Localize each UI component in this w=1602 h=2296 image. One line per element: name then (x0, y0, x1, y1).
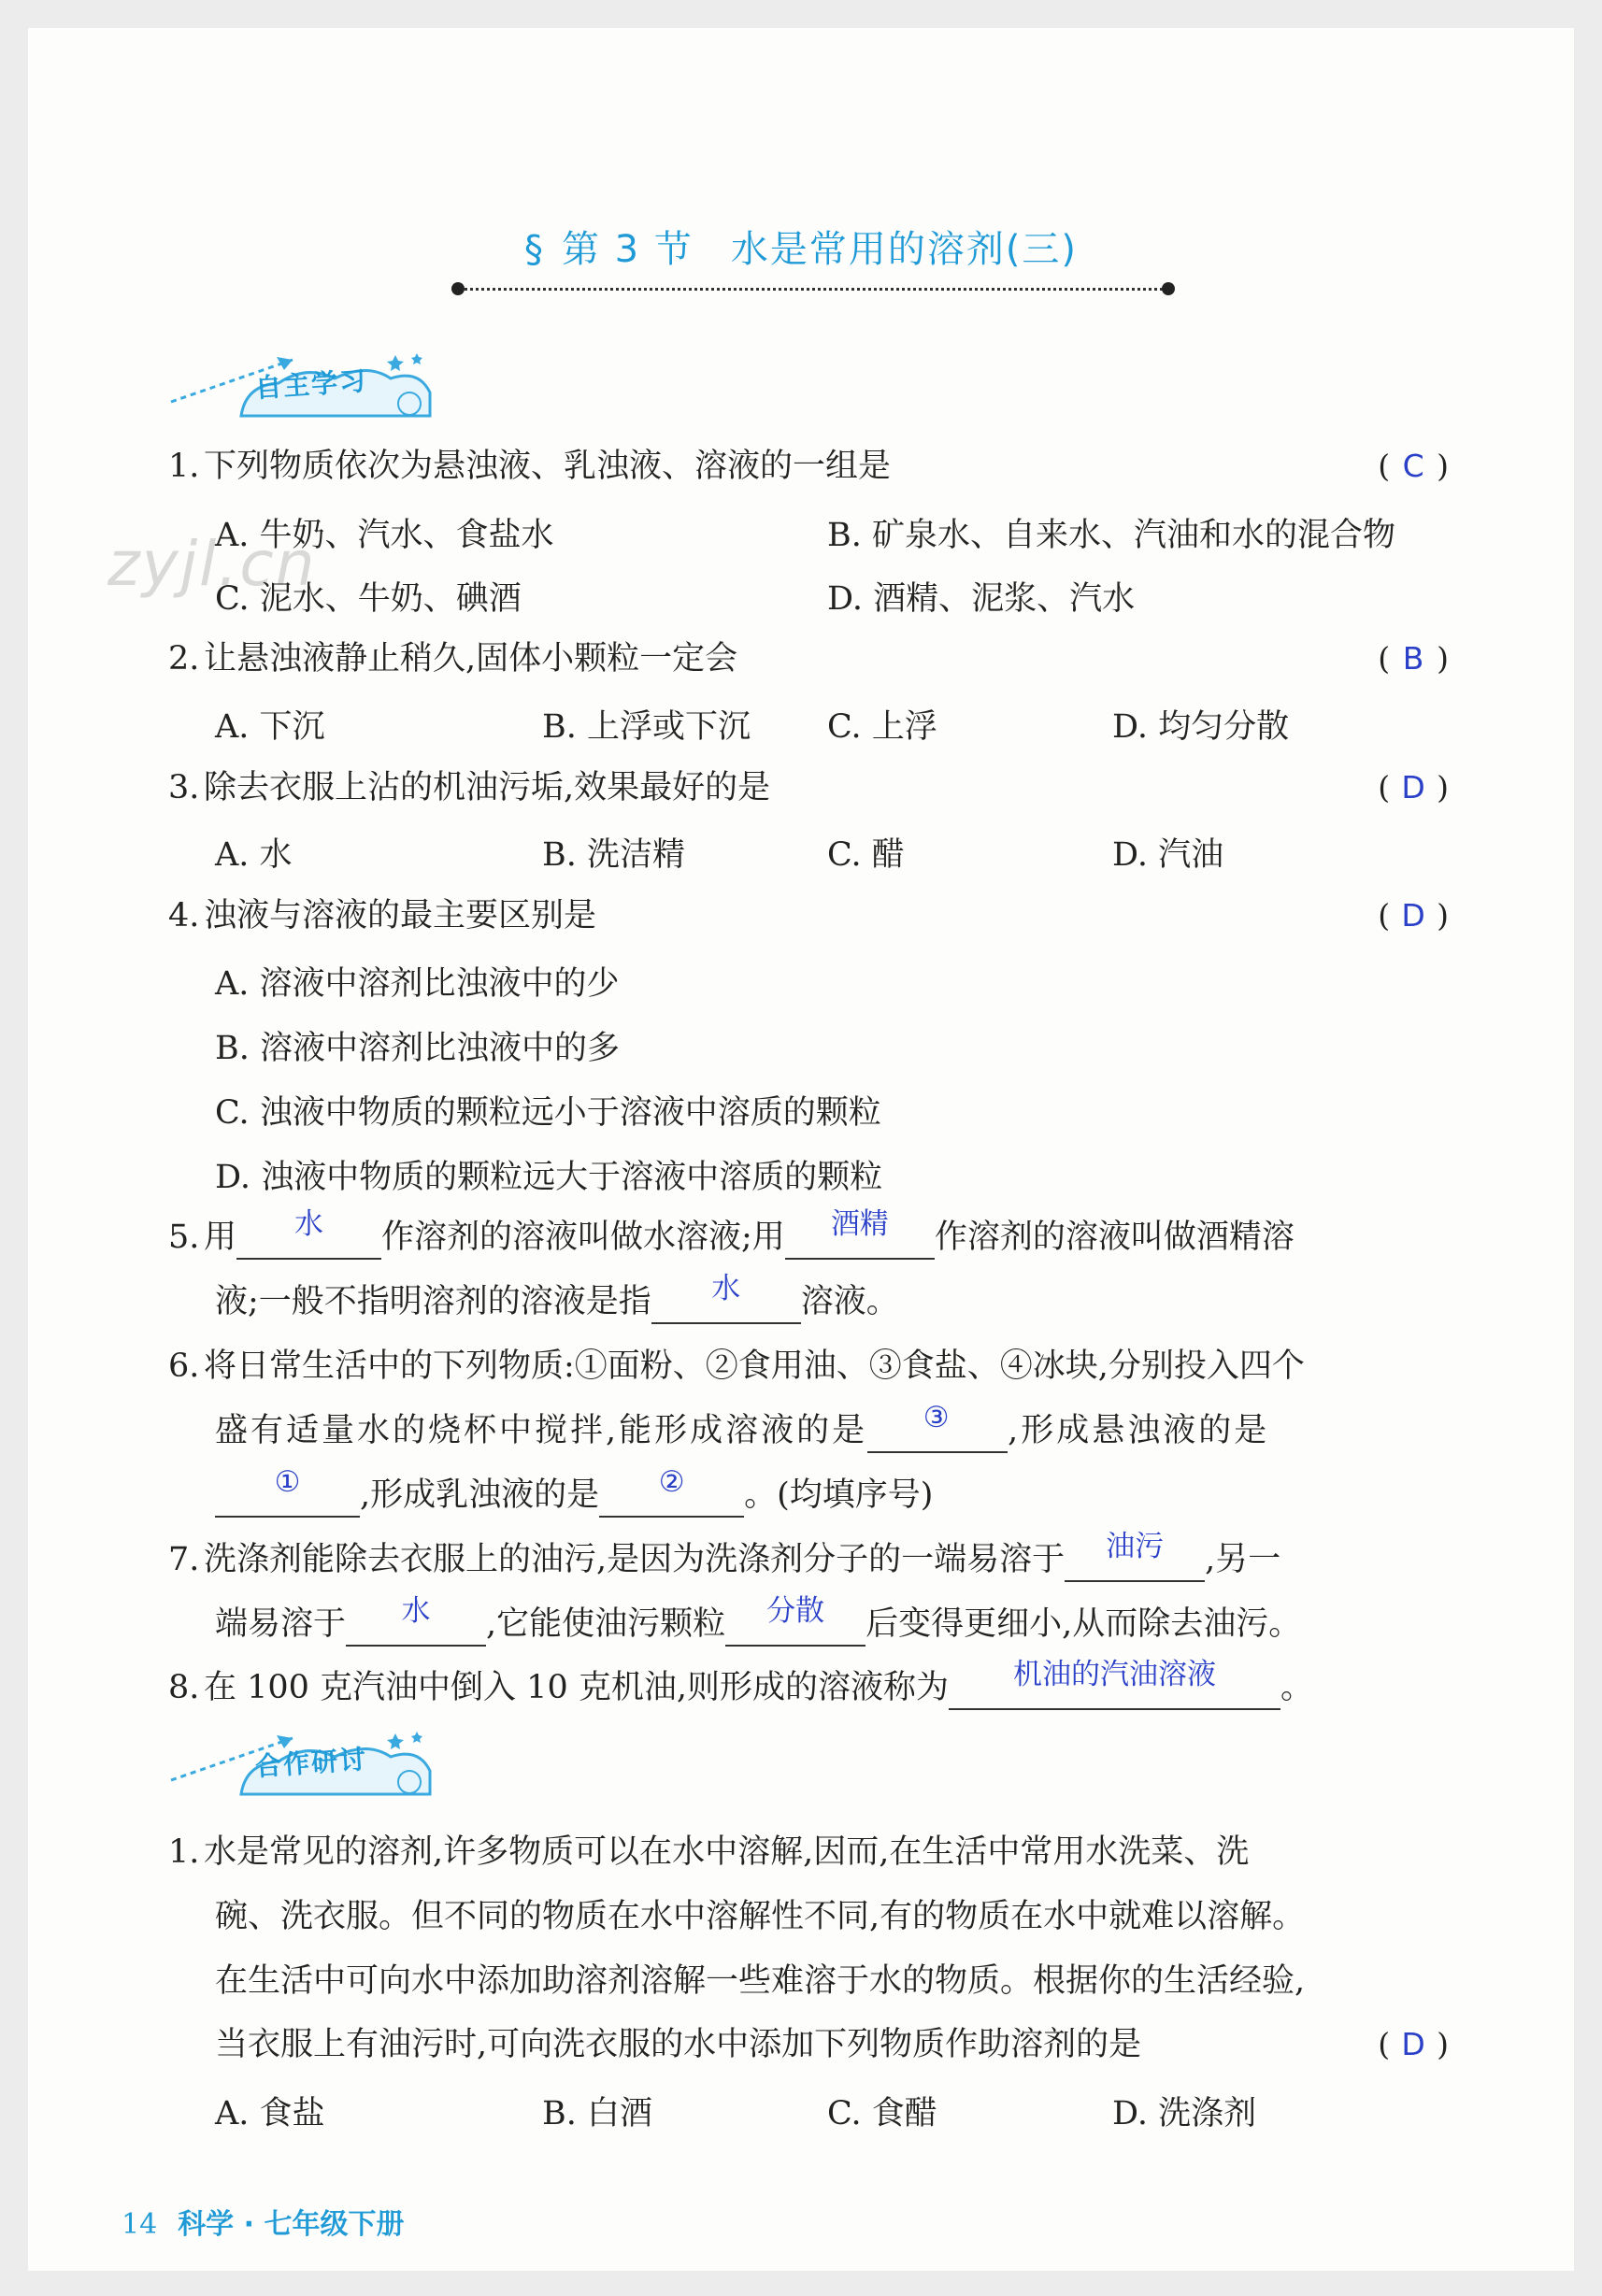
answer-box: ( D ) (1378, 765, 1449, 810)
answer-box: ( B ) (1378, 636, 1449, 681)
coop-question-1-line4: 当衣服上有油污时,可向洗衣服的水中添加下列物质作助溶剂的是 ( D ) (215, 2022, 1449, 2067)
question-4: 4. 浊液与溶液的最主要区别是 ( D ) (168, 893, 1449, 938)
section-topic: 水是常用的溶剂(三) (730, 228, 1079, 271)
question-2: 2. 让悬浊液静止稍久,固体小颗粒一定会 ( B ) (168, 636, 1449, 681)
option: B. 溶液中溶剂比浊液中的多 (215, 1030, 620, 1067)
question-7-cont: 端易溶于 水 ,它能使油污颗粒 分散 后变得更细小,从而除去油污。 (215, 1602, 1301, 1647)
section-title (28, 220, 1574, 273)
option: D. 酒精、泥浆、汽水 (827, 580, 1136, 618)
fill-blank: 水 (236, 1215, 381, 1260)
option: D. 洗涤剂 (1112, 2095, 1257, 2132)
option: A. 水 (215, 836, 293, 874)
question-6-cont: 盛有适量水的烧杯中搅拌,能形成溶液的是 ③ ,形成悬浊液的是 (215, 1408, 1269, 1453)
fill-blank: 水 (651, 1279, 801, 1324)
book-title: 科学 · 七年级下册 (178, 2208, 405, 2241)
option: B. 矿泉水、自来水、汽油和水的混合物 (827, 517, 1395, 554)
fill-blank: 酒精 (785, 1215, 935, 1260)
page-footer (122, 2201, 404, 2242)
option: D. 均匀分散 (1112, 708, 1290, 746)
option: D. 浊液中物质的颗粒远大于溶液中溶质的颗粒 (215, 1159, 883, 1196)
answer-value: D (1401, 2026, 1425, 2062)
coop-question-1-line3: 在生活中可向水中添加助溶剂溶解一些难溶于水的物质。根据你的生活经验, (215, 1962, 1306, 2000)
option: B. 白酒 (542, 2095, 652, 2132)
fill-blank: 水 (346, 1602, 486, 1647)
answer-box: ( D ) (1378, 893, 1449, 938)
option: C. 浊液中物质的颗粒远小于溶液中溶质的颗粒 (215, 1094, 881, 1132)
watermark: zyjl.cn (107, 528, 317, 600)
page-number: 14 (122, 2208, 158, 2241)
fill-blank: 机油的汽油溶液 (949, 1665, 1280, 1710)
fill-blank: ③ (867, 1408, 1008, 1453)
fill-blank: 油污 (1065, 1537, 1205, 1582)
question-5: 5. 用 水 作溶剂的溶液叫做水溶液;用 酒精 作溶剂的溶液叫做酒精溶 (168, 1215, 1294, 1260)
coop-question-1: 1. 水是常见的溶剂,许多物质可以在水中溶解,因而,在生活中常用水洗菜、洗 (168, 1833, 1250, 1871)
workbook-page (28, 28, 1574, 2271)
option: D. 汽油 (1112, 836, 1224, 874)
self-study-badge: 自主学习 (166, 336, 447, 421)
coop-question-1-line2: 碗、洗衣服。但不同的物质在水中溶解性不同,有的物质在水中就难以溶解。 (215, 1898, 1306, 1935)
option: A. 下沉 (215, 708, 325, 746)
title-divider (458, 288, 1168, 291)
answer-box: ( C ) (1378, 444, 1449, 489)
question-7: 7. 洗涤剂能除去衣服上的油污,是因为洗涤剂分子的一端易溶于 油污 ,另一 (168, 1537, 1280, 1582)
question-5-cont: 液;一般不指明溶剂的溶液是指 水 溶液。 (215, 1279, 899, 1324)
question-6-cont2: ① ,形成乳浊液的是 ② 。(均填序号) (215, 1473, 933, 1518)
option: A. 溶液中溶剂比浊液中的少 (215, 965, 620, 1003)
option: C. 醋 (827, 836, 905, 874)
answer-box: ( D ) (1378, 2022, 1449, 2067)
option: B. 上浮或下沉 (542, 708, 751, 746)
question-6: 6. 将日常生活中的下列物质:①面粉、②食用油、③食盐、④冰块,分别投入四个 (168, 1348, 1305, 1385)
option: A. 食盐 (215, 2095, 325, 2132)
question-3: 3. 除去衣服上沾的机油污垢,效果最好的是 ( D ) (168, 765, 1449, 810)
option: A. 牛奶、汽水、食盐水 (215, 517, 554, 554)
cooperate-badge: 合作研讨 (166, 1715, 447, 1799)
question-8: 8. 在 100 克汽油中倒入 10 克机油,则形成的溶液称为 机油的汽油溶液 。 (168, 1665, 1313, 1710)
fill-blank: ① (215, 1473, 360, 1518)
answer-value: D (1401, 897, 1425, 934)
option: C. 食醋 (827, 2095, 937, 2132)
section-symbol: § (523, 228, 545, 271)
option: B. 洗洁精 (542, 836, 685, 874)
question-1: 1. 下列物质依次为悬浊液、乳浊液、溶液的一组是 ( C ) (168, 444, 1449, 489)
option: C. 上浮 (827, 708, 937, 746)
option: C. 泥水、牛奶、碘酒 (215, 580, 522, 618)
answer-value: C (1402, 448, 1424, 484)
answer-value: B (1402, 640, 1424, 677)
answer-value: D (1401, 769, 1425, 806)
section-number: 第 3 节 (561, 228, 694, 271)
fill-blank: 分散 (725, 1602, 865, 1647)
fill-blank: ② (599, 1473, 744, 1518)
